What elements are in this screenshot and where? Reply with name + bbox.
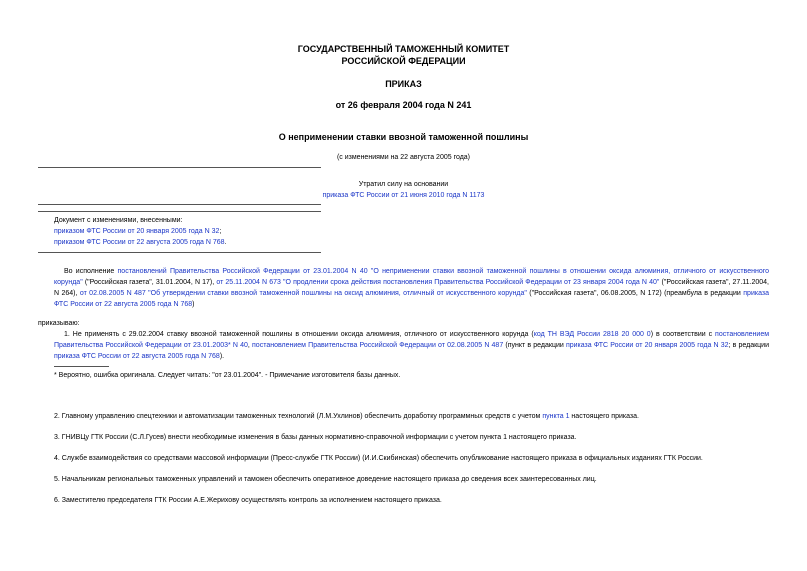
divider [38, 167, 321, 168]
status-label: Утратил силу на основании [358, 181, 449, 188]
item-1: 1. Не применять с 29.02.2004 ставку ввозной таможенной пошлины в отношении оксида алюминия, отличного от искусственного корунда (код ТН ВЭД России 2818 20 000 0) в соответствии с постановлением Правительства Российской Федерации от 23.01.2003* N 40, постановлением Правительства Российской Федерации от 02.08.2005 N 487 (пункт в редакции приказа ФТС России от 20 января 2005 года N 32; в редакции приказа ФТС России от 22 августа 2005 года N 768). [54, 331, 770, 360]
header-committee: ГОСУДАРСТВЕННЫЙ ТАМОЖЕННЫЙ КОМИТЕТ [297, 44, 510, 54]
divider [38, 211, 321, 212]
changes-line2: приказом ФТС России от 22 августа 2005 года N 768. [54, 239, 227, 246]
item-6: 6. Заместителю председателя ГТК России А.Е.Жерихову осуществлять контроль за исполнением настоящего приказа. [54, 497, 442, 504]
footnote: * Вероятно, ошибка оригинала. Следует читать: "от 23.01.2004". - Примечание изготовителя базы данных. [54, 372, 401, 379]
doc-type: ПРИКАЗ [385, 79, 422, 89]
order-word: приказываю: [38, 320, 80, 327]
changes-line1: приказом ФТС России от 20 января 2005 года N 32; [54, 228, 222, 235]
item-5: 5. Начальникам региональных таможенных управлений и таможен обеспечить оперативное доведение настоящего приказа до сведения всех заинтересованных лиц. [54, 476, 597, 483]
repeal-order-link[interactable]: приказа ФТС России от 21 июня 2010 года N 1173 [322, 192, 485, 199]
item-1-ref-link[interactable]: пункта 1 [542, 413, 570, 420]
status-link-wrap [0, 190, 807, 201]
amend-768-link-2[interactable]: приказа ФТС России от 22 августа 2005 года N 768 [54, 353, 220, 360]
amend-32-link[interactable]: приказа ФТС России от 20 января 2005 года N 32 [565, 342, 729, 349]
divider [38, 204, 321, 205]
amend-link-jan-2005[interactable]: приказом ФТС России от 20 января 2005 года N 32 [54, 228, 220, 235]
header-country: РОССИЙСКОЙ ФЕДЕРАЦИИ [341, 56, 466, 66]
divider [38, 252, 321, 253]
amendment-note: (с изменениями на 22 августа 2005 года) [336, 154, 471, 161]
changes-label: Документ с изменениями, внесенными: [54, 217, 183, 224]
decree-673-link[interactable]: от 25.11.2004 N 673 "О продлении срока действия постановления Правительства Российской Федерации от 23 января 2004 года N 40" [216, 279, 660, 286]
preamble-paragraph: Во исполнение постановлений Правительства Российской Федерации от 23.01.2004 N 40 "О неприменении ставки ввозной таможенной пошлины в отношении оксида алюминия, отличного от искусственного корунда" ("Российская газета", 31.01.2004, N 17), от 25.11.2004 N 673 "О продлении срока действия постановления Правительства Российской Федерации от 23 января 2004 года N 40" ("Российская газета", 27.11.2004, N 264), от 02.08.2005 N 487 "Об утверждении ставки ввозной таможенной пошлины на оксид алюминия, отличный от искусственного корунда" ("Российская газета", 06.08.2005, N 172) (преамбула в редакции приказа ФТС России от 22 августа 2005 года N 768) [54, 268, 770, 308]
decree-487-link-2[interactable]: постановлением Правительства Российской Федерации от 02.08.2005 N 487 [252, 342, 504, 349]
footnote-divider [54, 366, 109, 367]
amend-768-link[interactable]: приказа ФТС России от 22 августа 2005 года N 768 [54, 290, 769, 308]
decree-40-2003-link[interactable]: постановлением Правительства Российской Федерации от 23.01.2003* N 40 [54, 331, 770, 349]
item-2: 2. Главному управлению спецтехники и автоматизации таможенных технологий (Л.М.Ухлинов) обеспечить доработку программных средств с учетом пункта 1 настоящего приказа. [54, 413, 639, 420]
item-4: 4. Службе взаимодействия со средствами массовой информации (Пресс-службе ГТК России) (И.И.Скибинская) обеспечить опубликование настоящего приказа в официальных изданиях ГТК России. [54, 455, 703, 462]
amend-link-aug-2005[interactable]: приказом ФТС России от 22 августа 2005 года N 768 [54, 239, 225, 246]
decree-40-link[interactable]: постановлений Правительства Российской Федерации от 23.01.2004 N 40 "О неприменении ставки ввозной таможенной пошлины в отношении оксида алюминия, отличного от искусственного корунда" [54, 268, 770, 286]
item-3: 3. ГНИВЦу ГТК России (С.Л.Гусев) внести необходимые изменения в базы данных нормативно-справочной информации с учетом пункта 1 настоящего приказа. [54, 434, 577, 441]
decree-487-link[interactable]: от 02.08.2005 N 487 "Об утверждении ставки ввозной таможенной пошлины на оксид алюминия, отличный от искусственного корунда" [79, 290, 527, 297]
doc-title: О неприменении ставки ввозной таможенной пошлины [278, 132, 529, 142]
tnved-code-link[interactable]: код ТН ВЭД России 2818 20 000 0 [533, 331, 651, 338]
doc-date-number: от 26 февраля 2004 года N 241 [335, 100, 472, 110]
